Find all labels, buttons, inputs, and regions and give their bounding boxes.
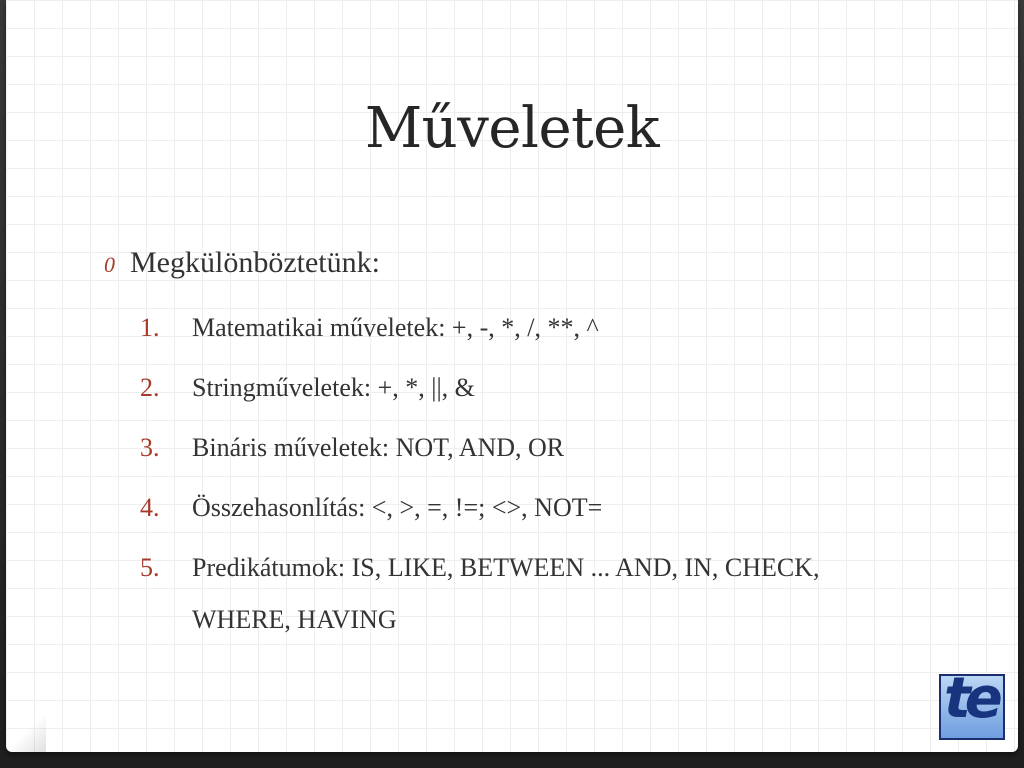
list-item-number: 3.: [140, 433, 160, 462]
bullet-row: [104, 246, 380, 280]
list-item-text: Összehasonlítás: <, >, =, !=; <>, NOT=: [192, 493, 603, 522]
list-item-text: Predikátumok: IS, LIKE, BETWEEN ... AND, IN, CHECK, WHERE, HAVING: [192, 553, 820, 634]
list-item-number: 1.: [140, 313, 160, 342]
bullet-text: Megkülönböztetünk:: [130, 246, 380, 279]
list-item-text: Bináris műveletek: NOT, AND, OR: [192, 433, 565, 462]
list-item: [140, 302, 920, 354]
list-item-number: 2.: [140, 373, 160, 402]
slide-title: Műveletek: [364, 96, 660, 161]
logo-text: te: [944, 674, 997, 731]
list-item: [140, 482, 920, 534]
list-item-text: Stringműveletek: +, *, ||, &: [192, 373, 475, 402]
list-item: [140, 422, 920, 474]
list-item-number: 5.: [140, 553, 160, 582]
te-logo-icon: [939, 674, 1005, 740]
list-item: [140, 362, 920, 414]
bullet-marker: 0: [104, 252, 115, 277]
list-item-number: 4.: [140, 493, 160, 522]
list-item-text: Matematikai műveletek: +, -, *, /, **, ^: [192, 313, 599, 342]
list-item: [140, 542, 920, 646]
